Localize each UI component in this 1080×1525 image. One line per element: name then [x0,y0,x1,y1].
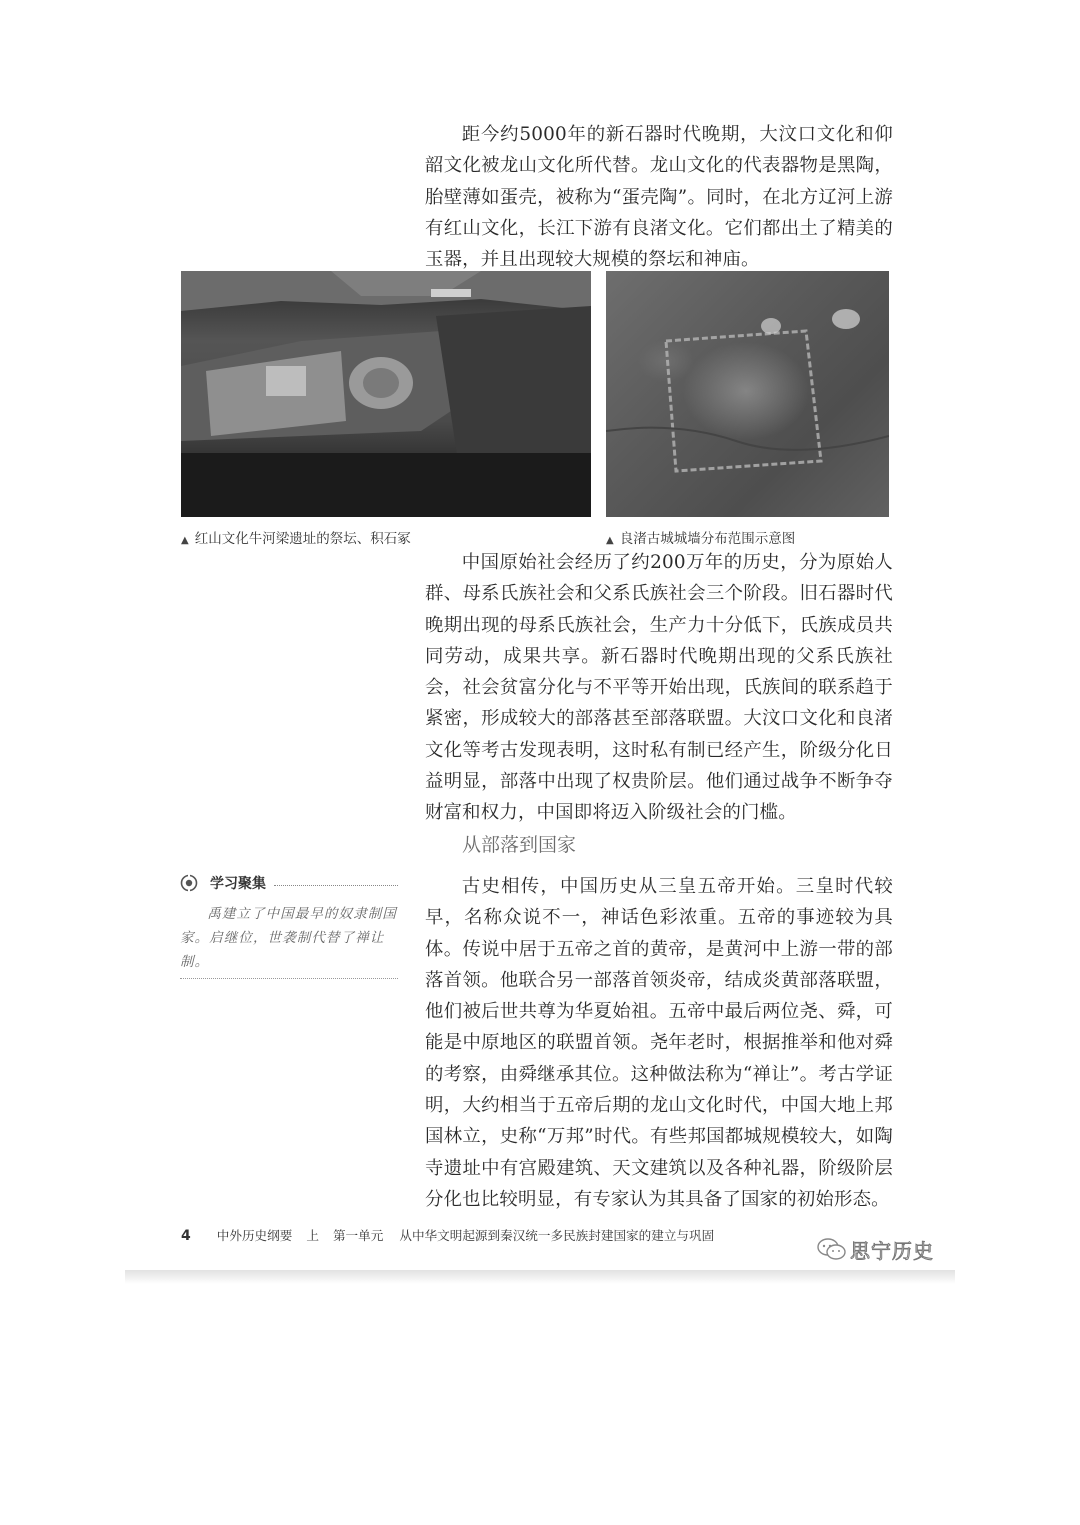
hongshan-foreground [181,453,591,517]
footer-book-title: 中外历史纲要 [216,1228,293,1243]
footer-unit-title: 从中华文明起源到秦汉统一多民族封建国家的建立与巩固 [399,1228,715,1243]
body-paragraph-neolithic: 距今约5000年的新石器时代晚期，大汶口文化和仰韶文化被龙山文化所代替。龙山文化的代表器物是黑陶，胎壁薄如蛋壳，被称为“蛋壳陶”。同时，在北方辽河上游有红山文化，长江下游有良渚文化。它们都出土了精美的玉器，并且出现较大规模的祭坛和神庙。 [425,124,893,271]
caption-marker-icon: ▲ [181,535,189,546]
hongshan-caption-text: 红山文化牛河梁遗址的祭坛、积石冢 [194,531,411,547]
page-edge-shadow [125,1270,955,1284]
liangzhu-caption-text: 良渚古城城墙分布范围示意图 [619,531,796,547]
liangzhu-bright-spot-a [761,318,781,334]
hongshan-altar-center [266,366,306,396]
page-footer [181,1225,881,1244]
body-paragraph-three-sovereigns: 古史相传，中国历史从三皇五帝开始。三皇时代较早，名称众说不一，神话色彩浓重。五帝的事迹较为具体。传说中居于五帝之首的黄帝，是黄河中上游一带的部落首领。他联合另一部落首领炎帝，结成炎黄部落联盟，他们被后世共尊为华夏始祖。五帝中最后两位尧、舜，可能是中原地区的联盟首领。尧年老时，根据推举和他对舜的考察，由舜继承其位。这种做法称为“禅让”。考古学证明，大约相当于五帝后期的龙山文化时代，中国大地上邦国林立，史称“万邦”时代。有些邦国都城规模较大，如陶寺遗址中有宫殿建筑、天文建筑以及各种礼器，阶级阶层分化也比较明显，有专家认为其具备了国家的初始形态。 [425,876,893,1210]
hongshan-photo-graphic [181,271,591,517]
study-focus-note: 禹建立了中国最早的奴隶制国家。启继位，世袭制代替了禅让制。 [180,906,397,970]
wechat-icon [816,1237,848,1261]
liangzhu-aerial-photo [606,271,889,517]
liangzhu-river [606,428,889,450]
body-paragraph-primitive-society: 中国原始社会经历了约200万年的历史，分为原始人群、母系氏族社会和父系氏族社会三个阶段。旧石器时代晚期出现的母系氏族社会，生产力十分低下，氏族成员共同劳动，成果共享。新石器时代晚期出现的父系氏族社会，社会贫富分化与不平等开始出现，氏族间的联系趋于紧密，形成较大的部落甚至部落联盟。大汶口文化和良渚文化等考古发现表明，这时私有制已经产生，阶级分化日益明显，部落中出现了权贵阶层。他们通过战争不断争夺财富和权力，中国即将迈入阶级社会的门槛。 [425,552,893,824]
hongshan-altar-mound [363,368,399,398]
liangzhu-bright-spot-b [832,309,860,329]
study-focus-title: 学习聚集 [210,876,266,892]
study-focus-bottom-divider [180,978,398,979]
watermark-text: 思宁历史 [850,1238,934,1263]
study-focus-sidebar [180,872,398,979]
hongshan-photo-caption [181,530,411,550]
section-heading: 从部落到国家 [462,834,577,856]
page-number: 4 [181,1228,191,1244]
study-focus-divider [274,885,398,886]
footer-volume: 上 [306,1228,319,1243]
hongshan-altar-photo [181,271,591,517]
focus-target-icon [180,874,198,892]
watermark [816,1233,934,1265]
footer-unit: 第一单元 [332,1228,384,1243]
caption-marker-icon: ▲ [606,535,614,546]
liangzhu-photo-graphic [606,271,889,517]
hongshan-distant-building [431,289,471,297]
study-focus-header [180,872,398,894]
